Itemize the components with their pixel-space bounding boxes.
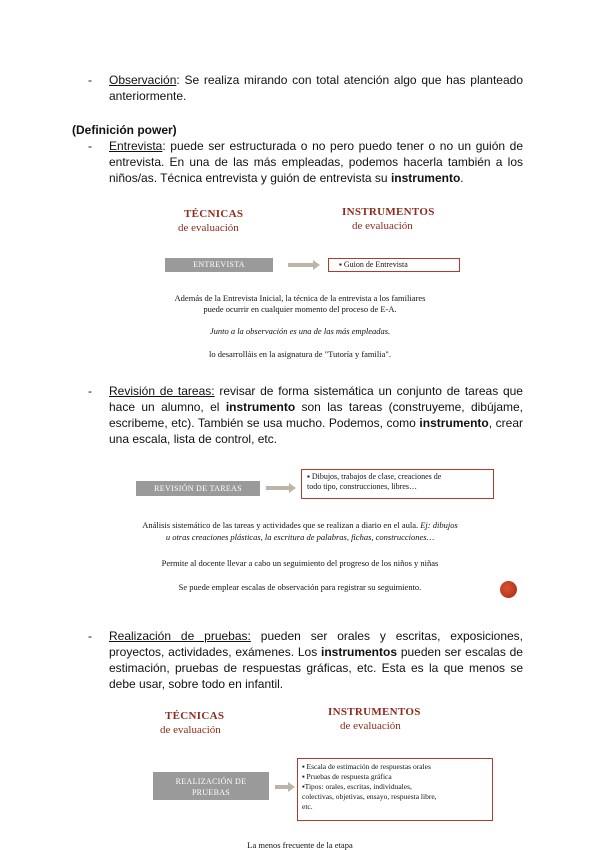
entrevista-text-end: .	[460, 171, 464, 185]
slide1-technique-box: ENTREVISTA	[165, 258, 273, 272]
revision-term: Revisión de tareas:	[109, 384, 215, 398]
slide1-de-evaluacion-1: de evaluación	[178, 222, 239, 234]
bullet-dash: -	[88, 139, 92, 153]
revision-text-a: revisar de forma sistemática un conjunto de tareas que hace un alumno, el	[109, 384, 523, 414]
revision-text-b: son las tareas (construyeme, dibújame, escribeme, etc). También se usa mucho. Podemos, como	[109, 400, 523, 430]
bullet-dash: -	[88, 384, 92, 398]
slide1-note4: lo desarrolláis en la asignatura de "Tutoría y familia".	[208, 349, 391, 359]
pruebas-term: Realización de pruebas:	[109, 629, 251, 643]
slide3-technique-box	[153, 772, 269, 800]
observacion-paragraph	[109, 72, 523, 104]
pruebas-paragraph	[109, 628, 523, 692]
slide2-instrument-line1: ▪ Dibujos, trabajos de clase, creaciones de	[307, 472, 442, 481]
entrevista-bold: instrumento	[390, 171, 461, 185]
slide3-instrument-line2: ▪ Pruebas de respuesta gráfica	[302, 772, 392, 781]
observacion-term: Observación	[109, 73, 177, 87]
slide3-footer-note: La menos frecuente de la etapa	[247, 840, 353, 850]
slide3-de-evaluacion-2: de evaluación	[340, 720, 401, 732]
revision-bold-2: instrumento	[419, 416, 489, 430]
slide2-note1-text: Análisis sistemático de las tareas y actividades que se realizan a diario en el aula.	[142, 520, 421, 530]
slide1-note2: puede ocurrir en cualquier momento del proceso de E-A.	[203, 304, 397, 314]
slide3-instrumentos: INSTRUMENTOS	[328, 706, 421, 718]
slide1-arrow	[288, 263, 314, 267]
slide3-instrument-box	[297, 758, 493, 821]
pruebas-text-a: pueden ser orales y escritas, exposiciones, proyectos, actividades, exámenes. Los	[109, 629, 524, 659]
definicion-power-heading: (Definición power)	[72, 123, 177, 137]
slide1-instrumentos: INSTRUMENTOS	[342, 206, 435, 218]
slide2-technique-box: REVISIÓN DE TAREAS	[136, 481, 260, 496]
entrevista-text: : puede ser estructurada o no pero puedo tener o no un guión de entrevista. En una de las más empleadas, podemos hacerla también a los niños/as. Técnica entrevista y guión de entrevista su	[109, 139, 523, 185]
slide3-instrument-line1: ▪ Escala de estimación de respuestas orales	[302, 762, 431, 771]
slide2-note1-example: Ej: dibujos	[420, 520, 458, 530]
slide2-note4: Se puede emplear escalas de observación para registrar su seguimiento.	[178, 582, 422, 592]
revision-bold-1: instrumento	[225, 400, 296, 414]
pruebas-text-b: pueden ser escalas de estimación, pruebas de respuestas gráficas, etc. Esta es la que menos se debe usar, sobre todo en infantil.	[109, 645, 523, 691]
slide1-note3: Junto a la observación es una de las más empleadas.	[209, 326, 391, 336]
pruebas-bold: instrumentos	[321, 645, 398, 659]
slide3-instrument-line4: colectivas, objetivas, ensayo, respuesta libre,	[302, 792, 437, 801]
revision-text-c: , crear una escala, lista de control, etc.	[109, 416, 523, 446]
slide1-note1: Además de la Entrevista Inicial, la técnica de la entrevista a los familiares	[174, 293, 426, 303]
slide2-note2: u otras creaciones plásticas, la escritura de palabras, fichas, construcciones…	[165, 532, 435, 542]
observacion-text: : Se realiza mirando con total atención algo que has planteado anteriormente.	[109, 73, 523, 103]
entrevista-term: Entrevista	[109, 139, 163, 153]
slide2-instrument-box	[301, 469, 494, 499]
slide3-tecnicas: TÉCNICAS	[165, 710, 225, 722]
slide3-technique-line2: PRUEBAS	[191, 788, 231, 797]
slide1-instrument-box: ▪ Guion de Entrevista	[328, 258, 460, 272]
slide2-arrow	[266, 486, 290, 490]
bullet-dash: -	[88, 629, 92, 643]
revision-paragraph	[109, 383, 523, 447]
slide2-note1	[60, 520, 540, 530]
slide3-instrument-line5: etc.	[302, 802, 313, 811]
slide3-arrow	[275, 785, 289, 789]
slide2-red-dot	[500, 581, 517, 598]
entrevista-paragraph	[109, 138, 523, 186]
slide1-de-evaluacion-2: de evaluación	[352, 220, 413, 232]
slide2-note3: Permite al docente llevar a cabo un seguimiento del progreso de los niños y niñas	[161, 558, 439, 568]
slide3-instrument-line3: ▪Tipos: orales, escritas, individuales,	[302, 782, 412, 791]
slide3-de-evaluacion-1: de evaluación	[160, 724, 221, 736]
bullet-dash: -	[88, 73, 92, 87]
slide3-technique-line1: REALIZACIÓN DE	[175, 777, 247, 786]
slide1-tecnicas: TÉCNICAS	[184, 208, 244, 220]
slide2-instrument-line2: todo tipo, construcciones, libres…	[307, 482, 417, 491]
